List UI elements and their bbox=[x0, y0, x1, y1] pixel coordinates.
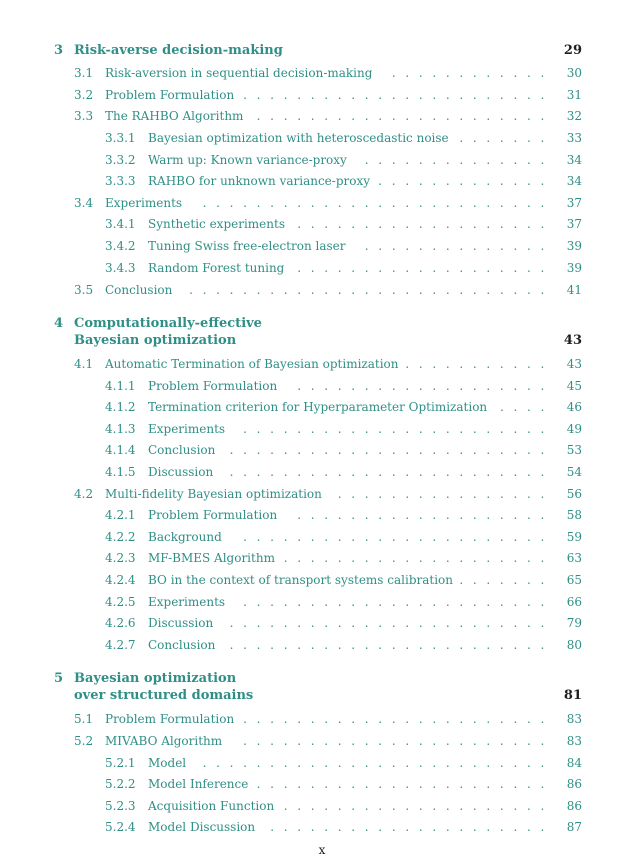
toc-entry-title: Risk-aversion in sequential decision-making bbox=[105, 66, 373, 80]
toc-entry-3-3-2[interactable] bbox=[0, 150, 644, 170]
dot-leader: ....................... bbox=[243, 530, 554, 544]
dot-leader: ................... bbox=[297, 379, 554, 393]
toc-entry-title: MF-BMES Algorithm bbox=[148, 551, 275, 565]
dot-leader: ........... bbox=[405, 357, 554, 371]
toc-entry-4-1-3[interactable] bbox=[0, 419, 644, 439]
dot-leader: ....................... bbox=[243, 734, 554, 748]
toc-entry-number: 4.1 bbox=[74, 357, 94, 371]
toc-entry-page: 84 bbox=[566, 756, 582, 770]
toc-entry-5-2-3[interactable] bbox=[0, 796, 644, 816]
dot-leader: ........................ bbox=[229, 638, 554, 652]
toc-entry-page: 37 bbox=[566, 196, 582, 210]
toc-entry-title: Bayesian optimization bbox=[74, 333, 237, 348]
toc-entry-3-4-1[interactable] bbox=[0, 214, 644, 234]
toc-entry-3-2[interactable] bbox=[0, 85, 644, 105]
toc-entry-page: 37 bbox=[566, 217, 582, 231]
toc-entry-4-2-7[interactable] bbox=[0, 635, 644, 655]
toc-entry-number: 4.2 bbox=[74, 487, 94, 501]
toc-chapter-title-line1: Bayesian optimization bbox=[74, 671, 237, 686]
toc-entry-4-2-3[interactable] bbox=[0, 548, 644, 568]
toc-entry-4-1-2[interactable] bbox=[0, 397, 644, 417]
toc-entry-5-2-1[interactable] bbox=[0, 753, 644, 773]
toc-entry-page: 54 bbox=[566, 465, 582, 479]
toc-entry-page: 39 bbox=[566, 261, 582, 275]
toc-entry-number: 4.1.2 bbox=[105, 400, 136, 414]
toc-entry-title: Problem Formulation bbox=[105, 88, 235, 102]
toc-entry-number: 4.1.1 bbox=[105, 379, 136, 393]
toc-entry-page: 86 bbox=[566, 777, 582, 791]
dot-leader: ..................... bbox=[270, 820, 554, 834]
toc-entry-page: 81 bbox=[563, 688, 582, 703]
toc-entry-number: 4 bbox=[54, 316, 64, 331]
toc-entry-page: 32 bbox=[566, 109, 582, 123]
toc-entry-title: The RAHBO Algorithm bbox=[105, 109, 244, 123]
toc-entry-number: 4.2.7 bbox=[105, 638, 136, 652]
toc-entry-number: 4.1.3 bbox=[105, 422, 136, 436]
toc-entry-4-1[interactable] bbox=[0, 354, 644, 374]
toc-entry-4-1-5[interactable] bbox=[0, 462, 644, 482]
toc-entry-title: Model Inference bbox=[148, 777, 249, 791]
toc-entry-title: Discussion bbox=[148, 465, 214, 479]
toc-entry-page: 49 bbox=[566, 422, 582, 436]
toc-entry-title: Problem Formulation bbox=[148, 379, 278, 393]
toc-entry-number: 3.4.1 bbox=[105, 217, 136, 231]
toc-entry-title: Experiments bbox=[148, 595, 226, 609]
toc-entry-number: 3.3 bbox=[74, 109, 94, 123]
dot-leader: ................... bbox=[297, 217, 554, 231]
toc-entry-3-4-3[interactable] bbox=[0, 258, 644, 278]
dot-leader: ................ bbox=[337, 487, 554, 501]
toc-entry-page: 31 bbox=[566, 88, 582, 102]
dot-leader: ........................ bbox=[229, 616, 554, 630]
dot-leader: .................... bbox=[283, 799, 554, 813]
dot-leader: ....... bbox=[459, 131, 554, 145]
dot-leader: ................... bbox=[297, 261, 554, 275]
dot-leader: ........................... bbox=[189, 283, 554, 297]
toc-entry-number: 5 bbox=[54, 671, 64, 686]
toc-entry-number: 3.3.1 bbox=[105, 131, 136, 145]
toc-entry-title: Termination criterion for Hyperparameter Optimization bbox=[148, 400, 488, 414]
toc-entry-number: 5.1 bbox=[74, 712, 94, 726]
dot-leader: ...................... bbox=[256, 109, 554, 123]
toc-entry-3-4[interactable] bbox=[0, 193, 644, 213]
toc-entry-title: Conclusion bbox=[148, 443, 216, 457]
toc-entry-page: 59 bbox=[566, 530, 582, 544]
toc-entry-page: 33 bbox=[566, 131, 582, 145]
toc-entry-number: 4.2.4 bbox=[105, 573, 136, 587]
toc-entry-number: 3.2 bbox=[74, 88, 94, 102]
toc-entry-page: 30 bbox=[566, 66, 582, 80]
toc-entry-3-3-3[interactable] bbox=[0, 171, 644, 191]
dot-leader: .................... bbox=[283, 551, 554, 565]
toc-entry-number: 4.2.2 bbox=[105, 530, 136, 544]
toc-entry-title: Random Forest tuning bbox=[148, 261, 285, 275]
toc-entry-page: 43 bbox=[563, 333, 582, 348]
toc-entry-page: 83 bbox=[566, 734, 582, 748]
dot-leader: ....... bbox=[459, 573, 554, 587]
toc-entry-3-5[interactable] bbox=[0, 280, 644, 300]
toc-entry-4-2-2[interactable] bbox=[0, 527, 644, 547]
toc-entry-page: 53 bbox=[566, 443, 582, 457]
toc-entry-page: 34 bbox=[566, 153, 582, 167]
toc-entry-title: Experiments bbox=[148, 422, 226, 436]
dot-leader: ...................... bbox=[256, 777, 554, 791]
toc-entry-5-1[interactable] bbox=[0, 709, 644, 729]
toc-entry-title: Synthetic experiments bbox=[148, 217, 285, 231]
toc-entry-number: 3.3.2 bbox=[105, 153, 136, 167]
toc-entry-4-2-6[interactable] bbox=[0, 613, 644, 633]
toc-entry-number: 3 bbox=[54, 43, 64, 58]
toc-entry-page: 58 bbox=[566, 508, 582, 522]
dot-leader: ................... bbox=[297, 508, 554, 522]
toc-entry-page: 56 bbox=[566, 487, 582, 501]
toc-entry-number: 3.3.3 bbox=[105, 174, 136, 188]
toc-entry-title: RAHBO for unknown variance-proxy bbox=[148, 174, 371, 188]
toc-entry-page: 46 bbox=[566, 400, 582, 414]
toc-entry-page: 29 bbox=[563, 43, 582, 58]
toc-entry-page: 43 bbox=[566, 357, 582, 371]
toc-entry-page: 80 bbox=[566, 638, 582, 652]
toc-entry-3-3-1[interactable] bbox=[0, 128, 644, 148]
toc-entry-number: 4.1.4 bbox=[105, 443, 136, 457]
dot-leader: ....................... bbox=[243, 712, 554, 726]
toc-entry-number: 5.2.2 bbox=[105, 777, 136, 791]
toc-entry-title: Problem Formulation bbox=[148, 508, 278, 522]
toc-entry-page: 65 bbox=[566, 573, 582, 587]
toc-entry-5-2-2[interactable] bbox=[0, 774, 644, 794]
toc-entry-page: 41 bbox=[566, 283, 582, 297]
dot-leader: ........................ bbox=[229, 443, 554, 457]
toc-entry-page: 66 bbox=[566, 595, 582, 609]
toc-entry-number: 3.1 bbox=[74, 66, 94, 80]
toc-entry-title: Multi-fidelity Bayesian optimization bbox=[105, 487, 322, 501]
toc-entry-4-2-4[interactable] bbox=[0, 570, 644, 590]
toc-entry-number: 4.1.5 bbox=[105, 465, 136, 479]
toc-entry-3[interactable] bbox=[0, 41, 644, 61]
dot-leader: .... bbox=[499, 400, 554, 414]
toc-entry-number: 4.2.3 bbox=[105, 551, 136, 565]
toc-entry-5[interactable] bbox=[0, 669, 644, 709]
toc-entry-page: 63 bbox=[566, 551, 582, 565]
toc-entry-title: Risk-averse decision-making bbox=[74, 43, 283, 58]
toc-entry-title: Background bbox=[148, 530, 222, 544]
toc-entry-4[interactable] bbox=[0, 314, 644, 354]
toc-entry-3-3[interactable] bbox=[0, 106, 644, 126]
toc-entry-number: 5.2.4 bbox=[105, 820, 136, 834]
toc-entry-title: Model Discussion bbox=[148, 820, 256, 834]
toc-entry-page: 86 bbox=[566, 799, 582, 813]
toc-entry-number: 5.2.3 bbox=[105, 799, 136, 813]
dot-leader: .......................... bbox=[202, 196, 554, 210]
toc-entry-number: 3.4.2 bbox=[105, 239, 136, 253]
toc-entry-4-2-5[interactable] bbox=[0, 592, 644, 612]
toc-entry-number: 5.2 bbox=[74, 734, 94, 748]
dot-leader: ....................... bbox=[243, 88, 554, 102]
toc-entry-4-1-1[interactable] bbox=[0, 376, 644, 396]
dot-leader: ....................... bbox=[243, 595, 554, 609]
dot-leader: ............. bbox=[378, 174, 554, 188]
toc-entry-title: Conclusion bbox=[148, 638, 216, 652]
toc-entry-title: MIVABO Algorithm bbox=[105, 734, 223, 748]
toc-entry-number: 4.2.1 bbox=[105, 508, 136, 522]
dot-leader: ....................... bbox=[243, 422, 554, 436]
toc-entry-title: Model bbox=[148, 756, 187, 770]
toc-entry-number: 5.2.1 bbox=[105, 756, 136, 770]
toc-entry-title: Tuning Swiss free-electron laser bbox=[148, 239, 346, 253]
toc-entry-page: 45 bbox=[566, 379, 582, 393]
toc-chapter-title-line1: Computationally-effective bbox=[74, 316, 262, 331]
toc-entry-4-2-1[interactable] bbox=[0, 505, 644, 525]
toc-entry-number: 4.2.6 bbox=[105, 616, 136, 630]
toc-entry-title: over structured domains bbox=[74, 688, 254, 703]
toc-entry-3-1[interactable] bbox=[0, 63, 644, 83]
toc-entry-page: 87 bbox=[566, 820, 582, 834]
toc-entry-page: 39 bbox=[566, 239, 582, 253]
toc-entry-number: 3.4.3 bbox=[105, 261, 136, 275]
toc-entry-number: 4.2.5 bbox=[105, 595, 136, 609]
toc-entry-title: Discussion bbox=[148, 616, 214, 630]
toc-entry-number: 3.4 bbox=[74, 196, 94, 210]
toc-entry-title: Conclusion bbox=[105, 283, 173, 297]
toc-entry-page: 79 bbox=[566, 616, 582, 630]
dot-leader: ........................ bbox=[229, 465, 554, 479]
dot-leader: .............. bbox=[364, 239, 554, 253]
toc-entry-page: 34 bbox=[566, 174, 582, 188]
dot-leader: .............. bbox=[364, 153, 554, 167]
toc-entry-4-1-4[interactable] bbox=[0, 440, 644, 460]
toc-entry-3-4-2[interactable] bbox=[0, 236, 644, 256]
toc-entry-title: Acquisition Function bbox=[148, 799, 275, 813]
toc-entry-title: Bayesian optimization with heteroscedastic noise bbox=[148, 131, 449, 145]
toc-entry-title: BO in the context of transport systems calibration bbox=[148, 573, 454, 587]
toc-entry-5-2[interactable] bbox=[0, 731, 644, 751]
page-number: x bbox=[318, 843, 326, 857]
toc-entry-4-2[interactable] bbox=[0, 484, 644, 504]
dot-leader: ............ bbox=[391, 66, 554, 80]
toc-entry-title: Automatic Termination of Bayesian optimization bbox=[105, 357, 399, 371]
toc-entry-title: Experiments bbox=[105, 196, 183, 210]
dot-leader: .......................... bbox=[202, 756, 554, 770]
toc-entry-5-2-4[interactable] bbox=[0, 817, 644, 837]
toc-entry-page: 83 bbox=[566, 712, 582, 726]
toc-entry-number: 3.5 bbox=[74, 283, 94, 297]
toc-entry-title: Problem Formulation bbox=[105, 712, 235, 726]
toc-entry-title: Warm up: Known variance-proxy bbox=[148, 153, 347, 167]
